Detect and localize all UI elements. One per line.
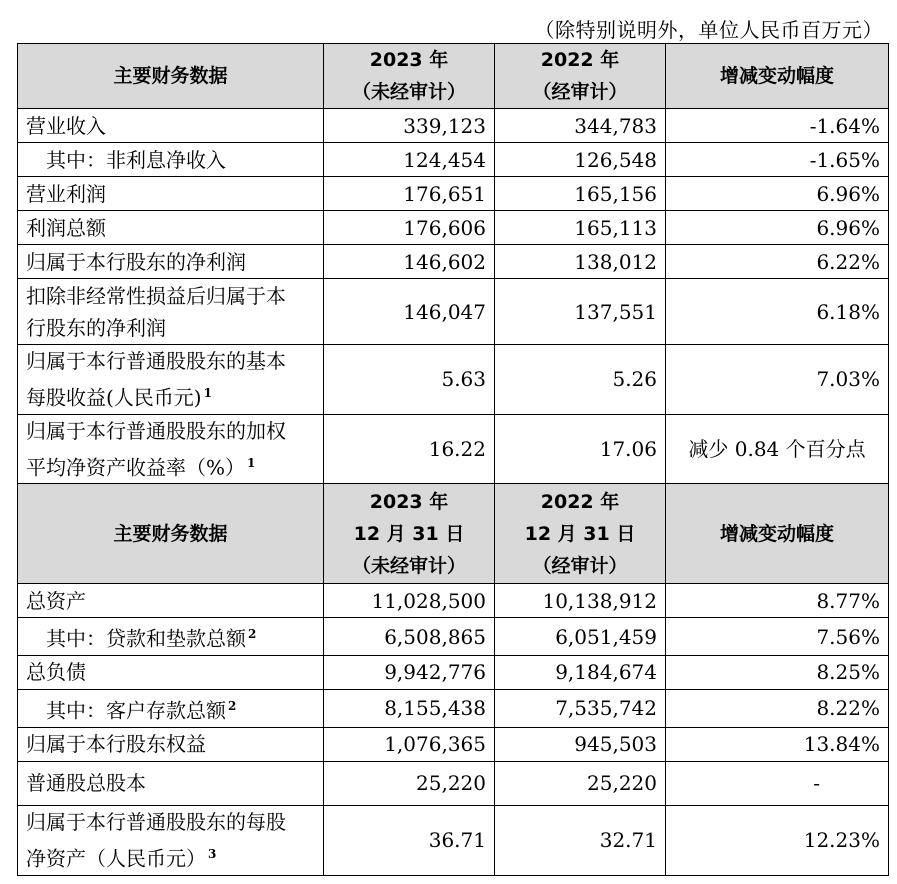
table-row xyxy=(18,177,889,211)
value-2023: 146,047 xyxy=(324,279,495,345)
footnote-marker: 3 xyxy=(208,846,217,861)
table-row xyxy=(18,655,889,689)
value-2022: 25,220 xyxy=(495,761,666,805)
section1-header-row xyxy=(18,44,889,109)
row-label: 归属于本行股东权益 xyxy=(18,727,324,761)
value-2023: 8,155,438 xyxy=(324,689,495,727)
row-label: 营业利润 xyxy=(18,177,324,211)
value-2022: 17.06 xyxy=(495,414,666,484)
table-row xyxy=(18,618,889,656)
header-2022: 2022 年 （经审计） xyxy=(495,44,666,109)
change-value: 6.96% xyxy=(666,211,889,245)
value-2023: 176,606 xyxy=(324,211,495,245)
row-label: 其中：非利息净收入 xyxy=(18,143,324,177)
table-row xyxy=(18,211,889,245)
change-value: 6.22% xyxy=(666,245,889,279)
table-row xyxy=(18,805,889,875)
financial-data-table xyxy=(17,43,889,876)
change-value: -1.65% xyxy=(666,143,889,177)
value-2022: 138,012 xyxy=(495,245,666,279)
table-row xyxy=(18,584,889,618)
value-2022: 126,548 xyxy=(495,143,666,177)
header-change: 增减变动幅度 xyxy=(666,484,889,584)
value-2022: 7,535,742 xyxy=(495,689,666,727)
value-2023: 124,454 xyxy=(324,143,495,177)
row-label: 利润总额 xyxy=(18,211,324,245)
footnote-marker: 1 xyxy=(203,386,212,400)
row-label: 扣除非经常性损益后归属于本 行股东的净利润 xyxy=(18,279,324,345)
value-2023: 1,076,365 xyxy=(324,727,495,761)
table-row xyxy=(18,345,889,415)
change-value: 13.84% xyxy=(666,727,889,761)
footnote-marker: 2 xyxy=(248,627,257,642)
table-row xyxy=(18,414,889,484)
row-label: 营业收入 xyxy=(18,109,324,143)
table-row xyxy=(18,761,889,805)
header-main-data: 主要财务数据 xyxy=(18,484,324,584)
value-2023: 146,602 xyxy=(324,245,495,279)
value-2023: 9,942,776 xyxy=(324,655,495,689)
value-2022: 165,156 xyxy=(495,177,666,211)
value-2022: 945,503 xyxy=(495,727,666,761)
row-label: 总负债 xyxy=(18,655,324,689)
table-row xyxy=(18,109,889,143)
value-2023: 25,220 xyxy=(324,761,495,805)
row-label: 归属于本行普通股股东的基本 每股收益(人民币元) $^1$ xyxy=(18,345,324,415)
row-label: 其中：贷款和垫款总额 $^2$ xyxy=(18,618,324,656)
change-value: 7.03% xyxy=(666,345,889,415)
value-2022: 165,113 xyxy=(495,211,666,245)
header-main-data: 主要财务数据 xyxy=(18,44,324,109)
value-2023: 176,651 xyxy=(324,177,495,211)
value-2023: 339,123 xyxy=(324,109,495,143)
header-2023: 2023 年 （未经审计） xyxy=(324,44,495,109)
value-2023: 36.71 xyxy=(324,805,495,875)
row-label: 其中：客户存款总额 $^2$ xyxy=(18,689,324,727)
value-2022: 6,051,459 xyxy=(495,618,666,656)
value-2023: 5.63 xyxy=(324,345,495,415)
value-2022: 137,551 xyxy=(495,279,666,345)
row-label: 归属于本行普通股股东的加权 平均净资产收益率（%） $^1$ xyxy=(18,414,324,484)
change-value: 8.22% xyxy=(666,689,889,727)
value-2022: 32.71 xyxy=(495,805,666,875)
footnote-marker: 1 xyxy=(247,455,256,470)
value-2022: 10,138,912 xyxy=(495,584,666,618)
header-2023-12-31: 2023 年 12 月 31 日 （未经审计） xyxy=(324,484,495,584)
change-value: - xyxy=(666,761,889,805)
table-row xyxy=(18,689,889,727)
change-value: 8.25% xyxy=(666,655,889,689)
change-value: 6.18% xyxy=(666,279,889,345)
value-2023: 6,508,865 xyxy=(324,618,495,656)
value-2023: 11,028,500 xyxy=(324,584,495,618)
value-2022: 344,783 xyxy=(495,109,666,143)
change-value: 减少 0.84 个百分点 xyxy=(666,414,889,484)
section2-header-row xyxy=(18,484,889,584)
table-row xyxy=(18,279,889,345)
change-value: -1.64% xyxy=(666,109,889,143)
value-2022: 9,184,674 xyxy=(495,655,666,689)
table-row xyxy=(18,727,889,761)
change-value: 8.77% xyxy=(666,584,889,618)
change-value: 12.23% xyxy=(666,805,889,875)
header-2022-12-31: 2022 年 12 月 31 日 （经审计） xyxy=(495,484,666,584)
header-change: 增减变动幅度 xyxy=(666,44,889,109)
footnote-marker: 2 xyxy=(228,698,237,713)
row-label: 普通股总股本 xyxy=(18,761,324,805)
value-2022: 5.26 xyxy=(495,345,666,415)
unit-note: （除特别说明外，单位人民币百万元） xyxy=(534,18,883,42)
table-row xyxy=(18,143,889,177)
table-row xyxy=(18,245,889,279)
row-label: 归属于本行股东的净利润 xyxy=(18,245,324,279)
change-value: 6.96% xyxy=(666,177,889,211)
value-2023: 16.22 xyxy=(324,414,495,484)
change-value: 7.56% xyxy=(666,618,889,656)
row-label: 归属于本行普通股股东的每股 净资产（人民币元） $^3$ xyxy=(18,805,324,875)
row-label: 总资产 xyxy=(18,584,324,618)
